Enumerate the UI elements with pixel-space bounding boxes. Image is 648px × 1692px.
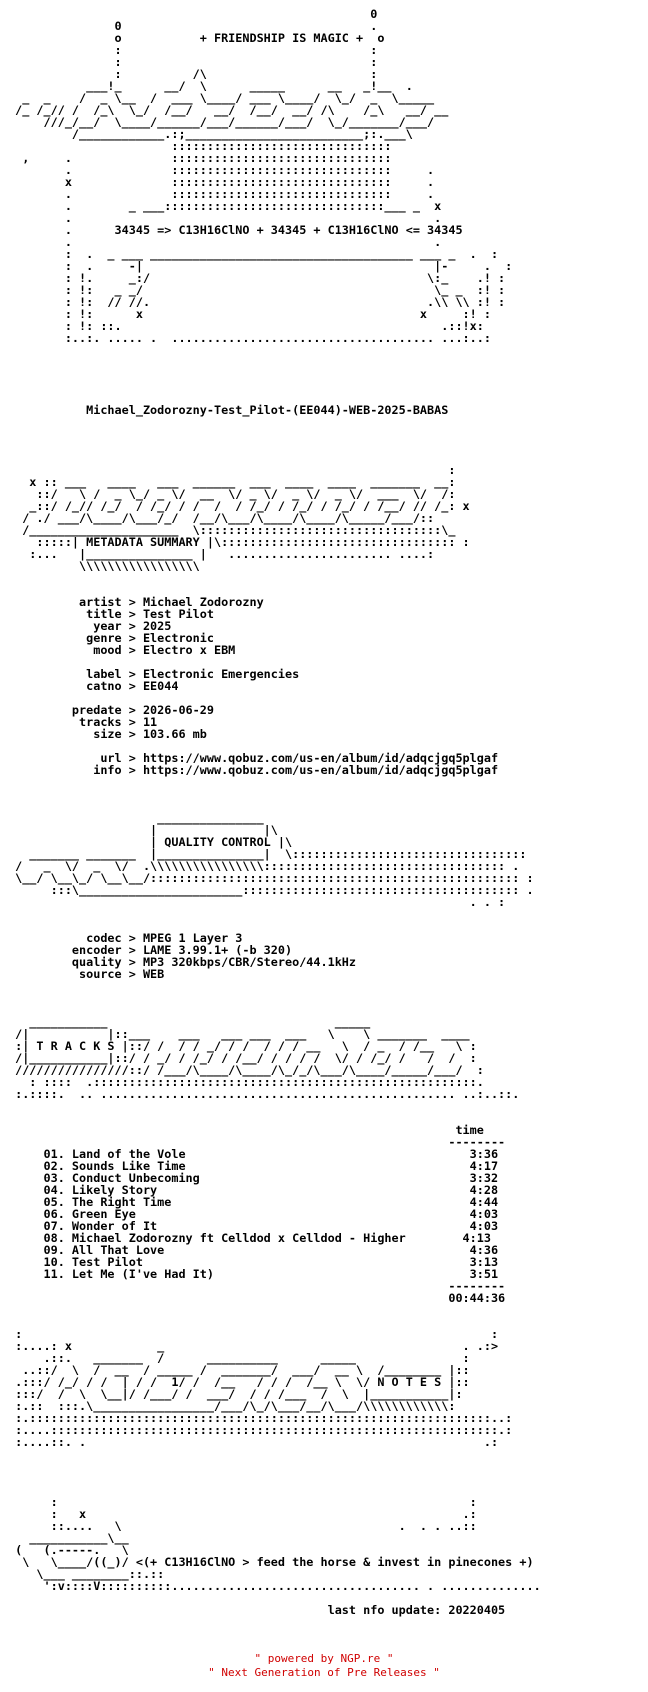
nfo-line: :....:::::::::::::::::::::::::::::::::::::::::::::::::::::::::::::::.: [8,1423,513,1437]
nfo-line: 0 . [8,19,378,33]
nfo-line: , . ::::::::::::::::::::::::::::::: [8,151,392,165]
nfo-line: 09. All That Love 4:36 [8,1243,499,1257]
nfo-line: 05. The Right Time 4:44 [8,1195,499,1209]
nfo-line: : !: _ _/ \_ _ :! : [8,283,506,297]
nfo-line: . ::::::::::::::::::::::::::::::: . [8,163,435,177]
nfo-line: . . [8,211,442,225]
nfo-line: /_____________________ \::::::::::::::::::::::::::::::::::\_ [8,523,456,537]
nfo-line: :| T R A C K S |::/ / / / _/ / / / / / __ \ / _ / /__ \ : [8,1039,477,1053]
nfo-line: ::.... \ . . . ..:: [8,1519,477,1533]
nfo-line: 08. Michael Zodorozny ft Celldod x Celldod - Higher 4:13 [8,1231,491,1245]
nfo-line: 01. Land of the Vole 3:36 [8,1147,499,1161]
nfo-line: : : [8,1495,477,1509]
nfo-line: 03. Conduct Unbecoming 3:32 [8,1171,499,1185]
nfo-line: size > 103.66 mb [8,727,207,741]
nfo-line: . . : [8,895,506,909]
nfo-line: info > https://www.qobuz.com/us-en/album/id/adqcjgq5plgaf [8,763,499,777]
footer-powered-by: " powered by NGP.re " [254,1652,394,1665]
nfo-line: /|___________|::/ / _/ / /_/ / /__/ / / / / \/ / /_/ / / / : [8,1051,477,1065]
nfo-line: : !. _:/ \:_ .! : [8,271,506,285]
nfo-line: ///_/__/ \____/______/___/______/___/ \_/_______/___/ [8,115,435,129]
nfo-line: : . _ ___ _____________________________________ ___ _ . : [8,247,499,261]
nfo-line: Michael_Zodorozny-Test_Pilot-(EE044)-WEB-2025-BABAS [8,403,449,417]
nfo-line: :::\_______________________::::::::::::::::::::::::::::::::::::::: . [8,883,534,897]
nfo-line: -------- [8,1279,506,1293]
nfo-line: : : [8,1327,499,1341]
nfo-line: : : [8,43,378,57]
nfo-line: url > https://www.qobuz.com/us-en/album/id/adqcjgq5plgaf [8,751,499,765]
nfo-line: / _ \/ _ \/ .\\\\\\\\\\\\\\\\:::::::::::::::::::::::::::::::::: . [8,859,520,873]
nfo-line: catno > EE044 [8,679,179,693]
nfo-line: ::/ \ / _ \_/ _ \/ __ \/ _ \/ _ \/ _ \/ ___ \/ /: [8,487,456,501]
nfo-line: last nfo update: 20220405 [8,1603,506,1617]
nfo-line: | QUALITY CONTROL |\ [8,835,293,849]
nfo-line: source > WEB [8,967,165,981]
nfo-line: 07. Wonder of It 4:03 [8,1219,499,1233]
nfo-line: :..:. ..... . ..................................... ...:..: [8,331,491,345]
nfo-line: ___!_ __/ \ _____ __ _!__ . [8,79,413,93]
nfo-line: x ::::::::::::::::::::::::::::::: . [8,175,435,189]
nfo-line: x :: ___ ____ ___ ______ ___ ____ ____ _______ __: [8,475,456,489]
nfo-line: _::/ /_// /_/ / /_/ / / / / /_/ / /_/ / /_/ / /__/ // /_: x [8,499,470,513]
nfo-line: :::::| METADATA SUMMARY |\::::::::::::::::::::::::::::::::: : [8,535,470,549]
nfo-line: /| |::___ ___ ___ ___ ___ \ \ _______ ____ [8,1027,470,1041]
nfo-line: _______ _______ |_______________| \::::::::::::::::::::::::::::::::: [8,847,527,861]
nfo-line: artist > Michael Zodorozny [8,595,264,609]
nfo-line: predate > 2026-06-29 [8,703,214,717]
nfo-line: : !: ::. .::!x: [8,319,484,333]
nfo-line: ':v::::V::::::::::................................... . .............. [8,1579,541,1593]
nfo-line: -------- [8,1135,506,1149]
nfo-line: :::/ / \ \__|/ /___/ / ___/ / / /___ / \ |___________|: [8,1387,463,1401]
nfo-line: title > Test Pilot [8,607,214,621]
nfo-line: time [8,1123,484,1137]
nfo-line: :....: x _ . .:> [8,1339,499,1353]
nfo-line: | |\ [8,823,278,837]
nfo-line: . ::::::::::::::::::::::::::::::: . [8,187,435,201]
nfo-line: ( (.-----. \ [8,1543,129,1557]
nfo-line: quality > MP3 320kbps/CBR/Stereo/44.1kHz [8,955,357,969]
nfo-line: :... |_______________ | ....................... ....: [8,547,435,561]
nfo-line: : !: // //. .\\ \\ :! : [8,295,506,309]
nfo-line: 06. Green Eye 4:03 [8,1207,499,1221]
nfo-line: . . [8,235,442,249]
nfo-line: \\\\\\\\\\\\\\\\\ [8,559,200,573]
nfo-line: 02. Sounds Like Time 4:17 [8,1159,499,1173]
nfo-line: \___ ________::.:: [8,1567,165,1581]
nfo-line: year > 2025 [8,619,172,633]
nfo-line: ___________ _____ [8,1015,371,1029]
nfo-line: : x .: [8,1507,477,1521]
nfo-line: :....::. . .: [8,1435,499,1449]
nfo-line: : . -| |- . : [8,259,513,273]
nfo-line: _ _ / _ \__ / ___ \____/ ___ \____/ \_/ _ \_____ [8,91,435,105]
nfo-line: . _ ___:::::::::::::::::::::::::::::::___ _ x [8,199,442,213]
footer-tagline: " Next Generation of Pre Releases " [208,1666,440,1679]
nfo-line: encoder > LAME 3.99.1+ (-b 320) [8,943,293,957]
nfo-line: :.:: :::.\_________________/___/\_/\___/__/\___/\\\\\\\\\\\\: [8,1399,456,1413]
nfo-line: o + FRIENDSHIP IS MAGIC + o [8,31,385,45]
nfo-line: ___________\__ [8,1531,129,1545]
nfo-line: 0 [8,7,378,21]
nfo-line: : !: x x :! : [8,307,491,321]
nfo-line: /____________.:;_________________________;:.___\ [8,127,413,141]
nfo-line: / ./ ___/\____/\___/_/ /__/\___/\____/\____/\_____/___/:: [8,511,435,525]
nfo-line: ::::::::::::::::::::::::::::::: [8,139,392,153]
nfo-line: : [8,463,456,477]
nfo-line: :.::::. .. .................................................. ..:..::. [8,1087,520,1101]
nfo-line: codec > MPEG 1 Layer 3 [8,931,243,945]
nfo-line: . 34345 => C13H16ClNO + 34345 + C13H16ClNO <= 34345 [8,223,463,237]
nfo-text [8,8,541,1616]
nfo-line: 04. Likely Story 4:28 [8,1183,499,1197]
nfo-line: : : [8,55,378,69]
nfo-line: : /\ : [8,67,378,81]
nfo-line: mood > Electro x EBM [8,643,236,657]
nfo-line: 10. Test Pilot 3:13 [8,1255,499,1269]
nfo-line: /_ /_// / /_\ \_/ /__/ __/ /__/ __/ /\ /_\ __/ __ [8,103,449,117]
nfo-line: ////////////////::/ /___/\____/\____/\_/_/\___/\____/_____/___/ : [8,1063,484,1077]
nfo-line: :.:::::::::::::::::::::::::::::::::::::::::::::::::::::::::::::::::..: [8,1411,513,1425]
nfo-line: 11. Let Me (I've Had It) 3:51 [8,1267,499,1281]
nfo-line: .::. _______ / __________ _____ : [8,1351,470,1365]
nfo-line: label > Electronic Emergencies [8,667,300,681]
nfo-line: .:::/ /_/ / / | / / 1/ / /__ / / / /__ \ \/ N O T E S |:: [8,1375,470,1389]
nfo-line: 00:44:36 [8,1291,506,1305]
nfo-line: _______________ [8,811,264,825]
nfo-line: tracks > 11 [8,715,158,729]
nfo-line: \ \____/((_)/ <(+ C13H16ClNO > feed the horse & invest in pinecones +) [8,1555,534,1569]
nfo-line: : :::: .::::::::::::::::::::::::::::::::::::::::::::::::::::::. [8,1075,484,1089]
nfo-line: genre > Electronic [8,631,214,645]
nfo-line: ..::/ \ / __ / _____ / _______/ ___/ __ \ /________ |:: [8,1363,470,1377]
nfo-line: \__/ \__\_/ \__\__/:::::::::::::::::::::::::::::::::::::::::::::::::::: : [8,871,534,885]
